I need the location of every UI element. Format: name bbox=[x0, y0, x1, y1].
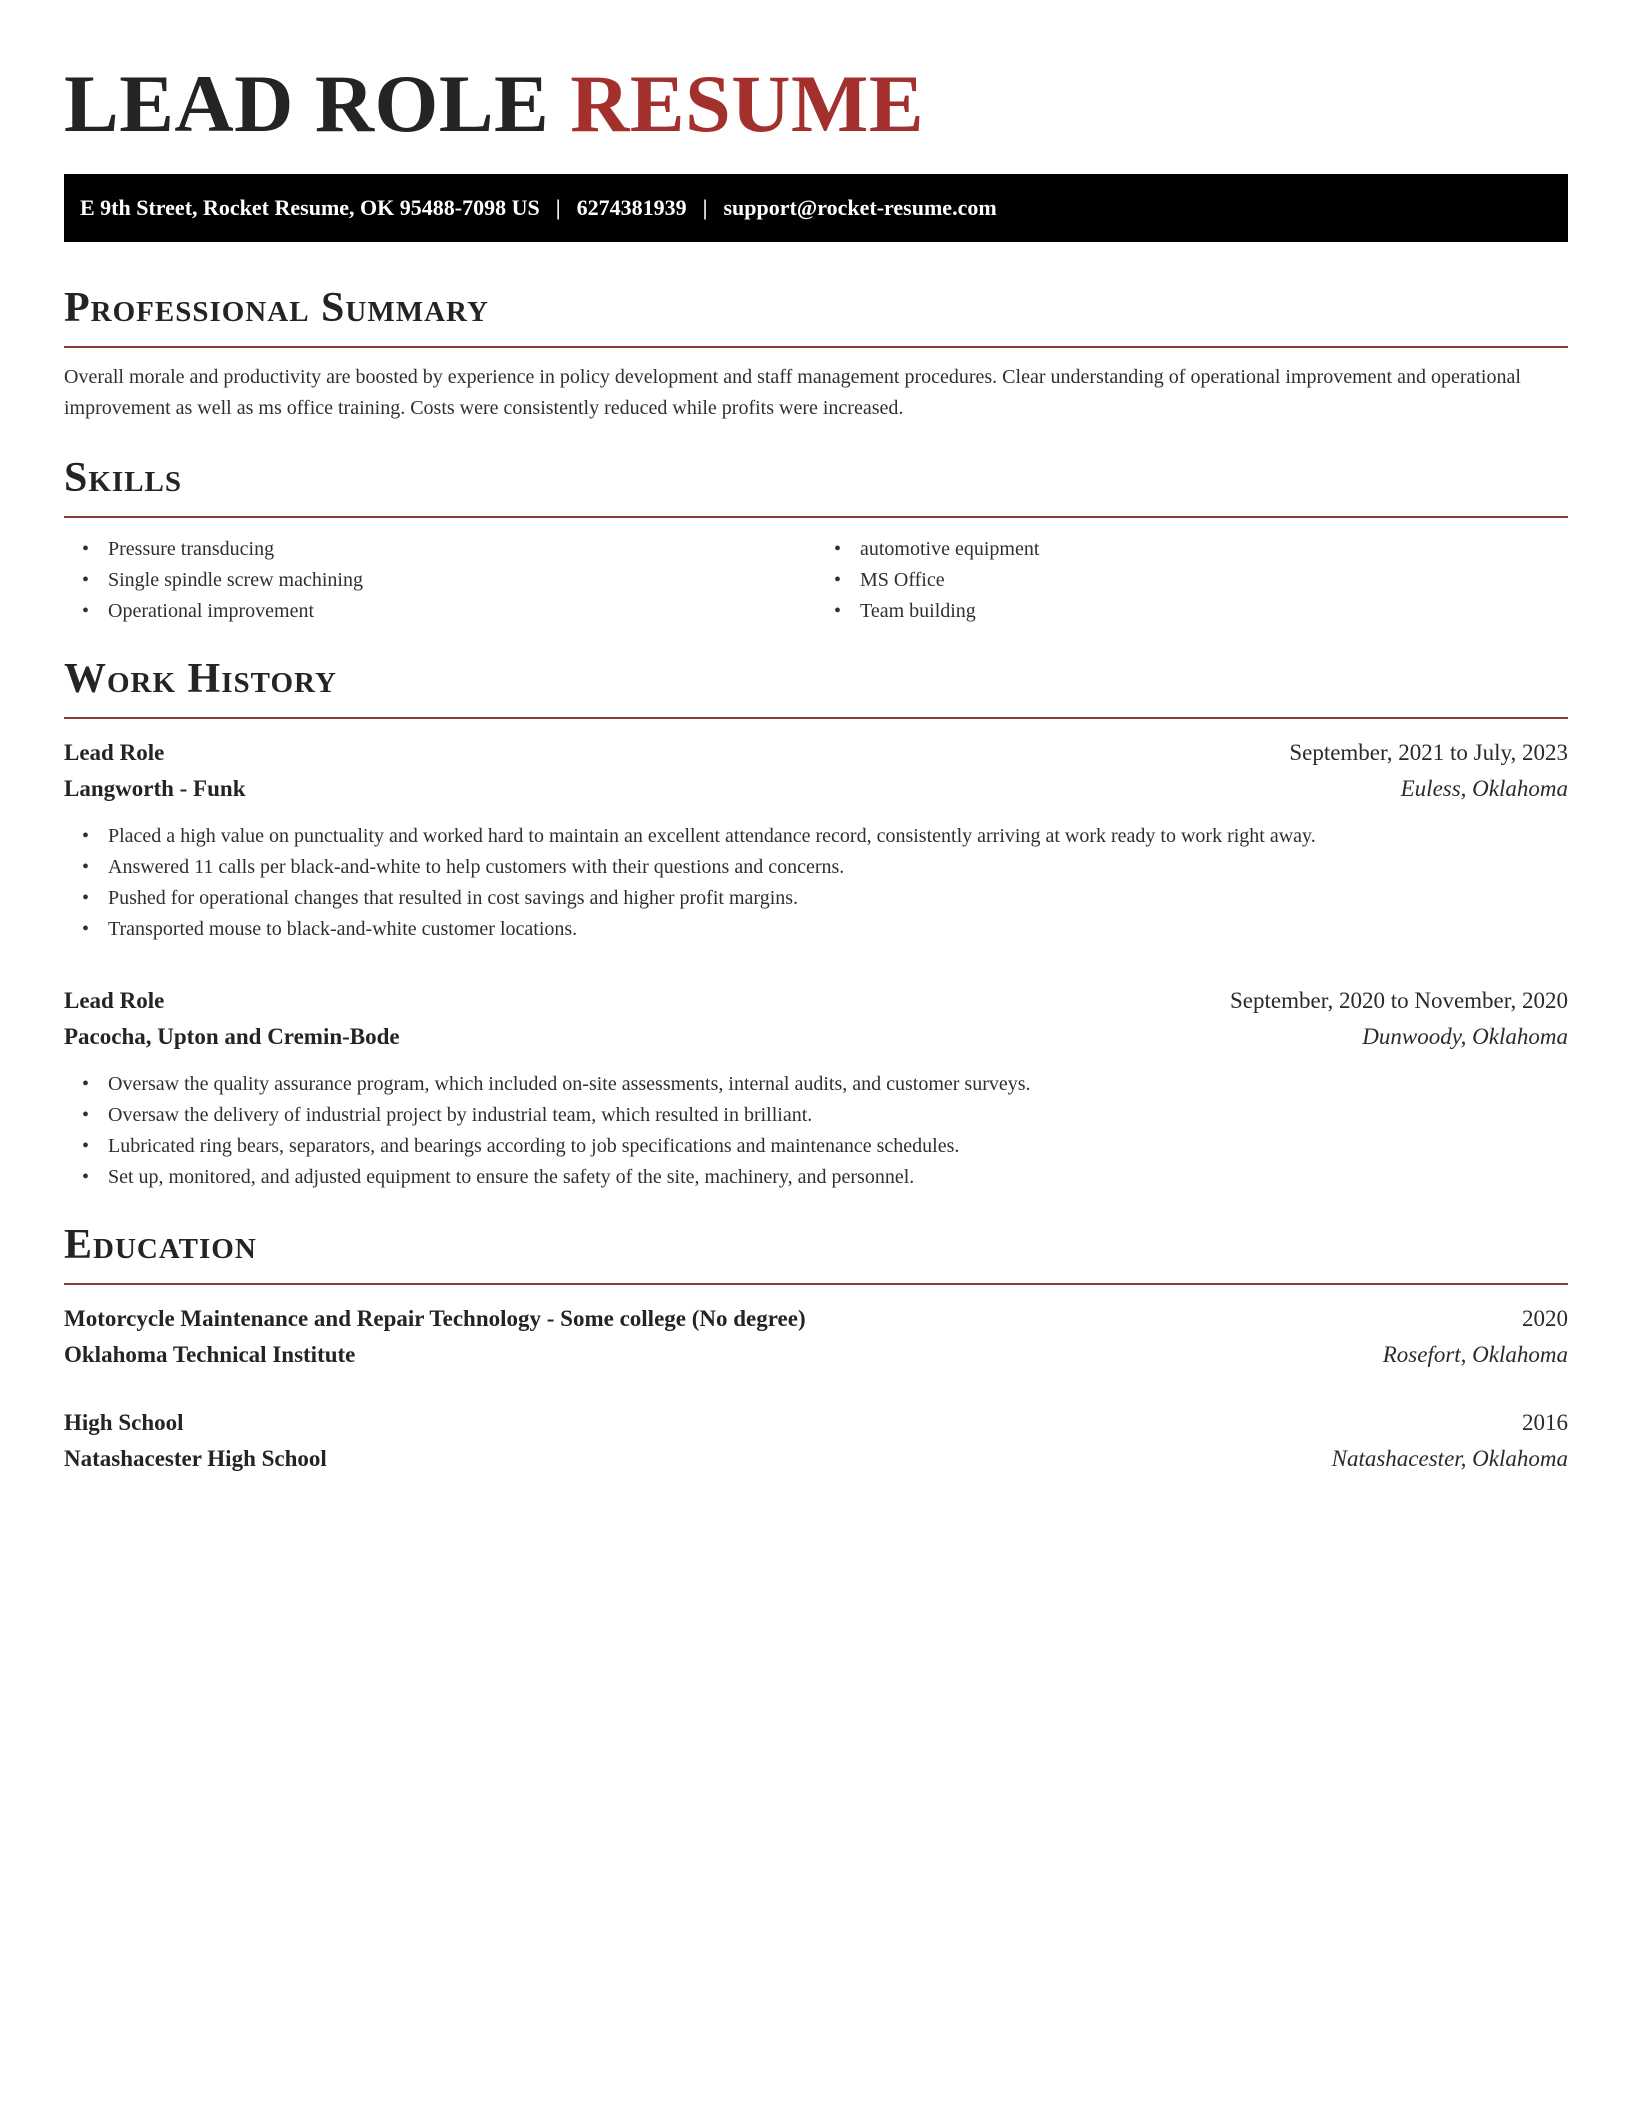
section-divider bbox=[64, 717, 1568, 719]
education-year: 2016 bbox=[1522, 1410, 1568, 1435]
education-school: Natashacester High School bbox=[64, 1446, 327, 1471]
skill-item: • Team building bbox=[860, 596, 1568, 627]
skill-item: • MS Office bbox=[860, 565, 1568, 596]
work-history-heading: Work History bbox=[64, 656, 337, 702]
work-history-section bbox=[64, 653, 1568, 1193]
job-title: Lead Role bbox=[64, 988, 165, 1013]
education-school: Oklahoma Technical Institute bbox=[64, 1342, 356, 1367]
title-main: LEAD ROLE bbox=[64, 58, 550, 149]
job-bullet: • Pushed for operational changes that resulted in cost savings and higher profit margins. bbox=[108, 883, 1568, 914]
skill-item: • automotive equipment bbox=[860, 534, 1568, 565]
job-bullet: • Set up, monitored, and adjusted equipment to ensure the safety of the site, machinery, and personnel. bbox=[108, 1162, 1568, 1193]
contact-separator: | bbox=[702, 195, 708, 220]
job-bullets bbox=[64, 821, 1568, 945]
job-bullet: • Oversaw the quality assurance program, which included on-site assessments, internal audits, and customer surveys. bbox=[108, 1069, 1568, 1100]
job-entry bbox=[64, 983, 1568, 1193]
job-header-row bbox=[64, 735, 1568, 771]
education-location: Rosefort, Oklahoma bbox=[1382, 1342, 1568, 1367]
job-dates: September, 2021 to July, 2023 bbox=[1289, 740, 1568, 765]
education-entry bbox=[64, 1301, 1568, 1373]
contact-phone: 6274381939 bbox=[576, 195, 687, 220]
skills-column-left bbox=[64, 534, 816, 627]
education-section bbox=[64, 1219, 1568, 1477]
job-dates: September, 2020 to November, 2020 bbox=[1230, 988, 1568, 1013]
job-header-row bbox=[64, 983, 1568, 1019]
skill-item: • Operational improvement bbox=[108, 596, 816, 627]
section-divider bbox=[64, 346, 1568, 348]
education-location: Natashacester, Oklahoma bbox=[1331, 1446, 1568, 1471]
education-entry bbox=[64, 1405, 1568, 1477]
title-accent: RESUME bbox=[570, 58, 925, 149]
job-company-row bbox=[64, 771, 1568, 807]
job-location: Dunwoody, Oklahoma bbox=[1362, 1024, 1568, 1049]
job-title: Lead Role bbox=[64, 740, 165, 765]
summary-section bbox=[64, 282, 1568, 424]
education-school-row bbox=[64, 1441, 1568, 1477]
contact-email: support@rocket-resume.com bbox=[723, 195, 997, 220]
skills-heading: Skills bbox=[64, 455, 183, 501]
job-entry bbox=[64, 735, 1568, 945]
education-school-row bbox=[64, 1337, 1568, 1373]
job-bullets bbox=[64, 1069, 1568, 1193]
summary-text: Overall morale and productivity are boosted by experience in policy development and staff management procedures. Clear understanding of operational improvement and operational improvement as well as ms office training. Costs were consistently reduced while profits were increased. bbox=[64, 366, 1521, 419]
job-bullet: • Answered 11 calls per black-and-white to help customers with their questions and concerns. bbox=[108, 852, 1568, 883]
contact-bar bbox=[64, 174, 1568, 242]
skills-column-right bbox=[816, 534, 1568, 627]
skills-section bbox=[64, 452, 1568, 627]
section-divider bbox=[64, 1283, 1568, 1285]
education-degree: Motorcycle Maintenance and Repair Technology - Some college (No degree) bbox=[64, 1306, 806, 1331]
job-company: Pacocha, Upton and Cremin-Bode bbox=[64, 1024, 400, 1049]
section-divider bbox=[64, 516, 1568, 518]
education-degree: High School bbox=[64, 1410, 184, 1435]
summary-heading: Professional Summary bbox=[64, 285, 489, 331]
skill-item: • Single spindle screw machining bbox=[108, 565, 816, 596]
education-heading: Education bbox=[64, 1222, 257, 1268]
contact-address: E 9th Street, Rocket Resume, OK 95488-7098 US bbox=[80, 195, 540, 220]
job-bullet: • Transported mouse to black-and-white customer locations. bbox=[108, 914, 1568, 945]
education-degree-row bbox=[64, 1405, 1568, 1441]
contact-separator: | bbox=[555, 195, 561, 220]
education-degree-row bbox=[64, 1301, 1568, 1337]
skill-item: • Pressure transducing bbox=[108, 534, 816, 565]
skills-grid bbox=[64, 534, 1568, 627]
job-company-row bbox=[64, 1019, 1568, 1055]
job-bullet: • Placed a high value on punctuality and worked hard to maintain an excellent attendance record, consistently arriving at work ready to work right away. bbox=[108, 821, 1568, 852]
job-bullet: • Lubricated ring bears, separators, and bearings according to job specifications and maintenance schedules. bbox=[108, 1131, 1568, 1162]
education-year: 2020 bbox=[1522, 1306, 1568, 1331]
resume-title bbox=[64, 56, 1568, 152]
job-location: Euless, Oklahoma bbox=[1400, 776, 1568, 801]
job-bullet: • Oversaw the delivery of industrial project by industrial team, which resulted in brilliant. bbox=[108, 1100, 1568, 1131]
job-company: Langworth - Funk bbox=[64, 776, 246, 801]
